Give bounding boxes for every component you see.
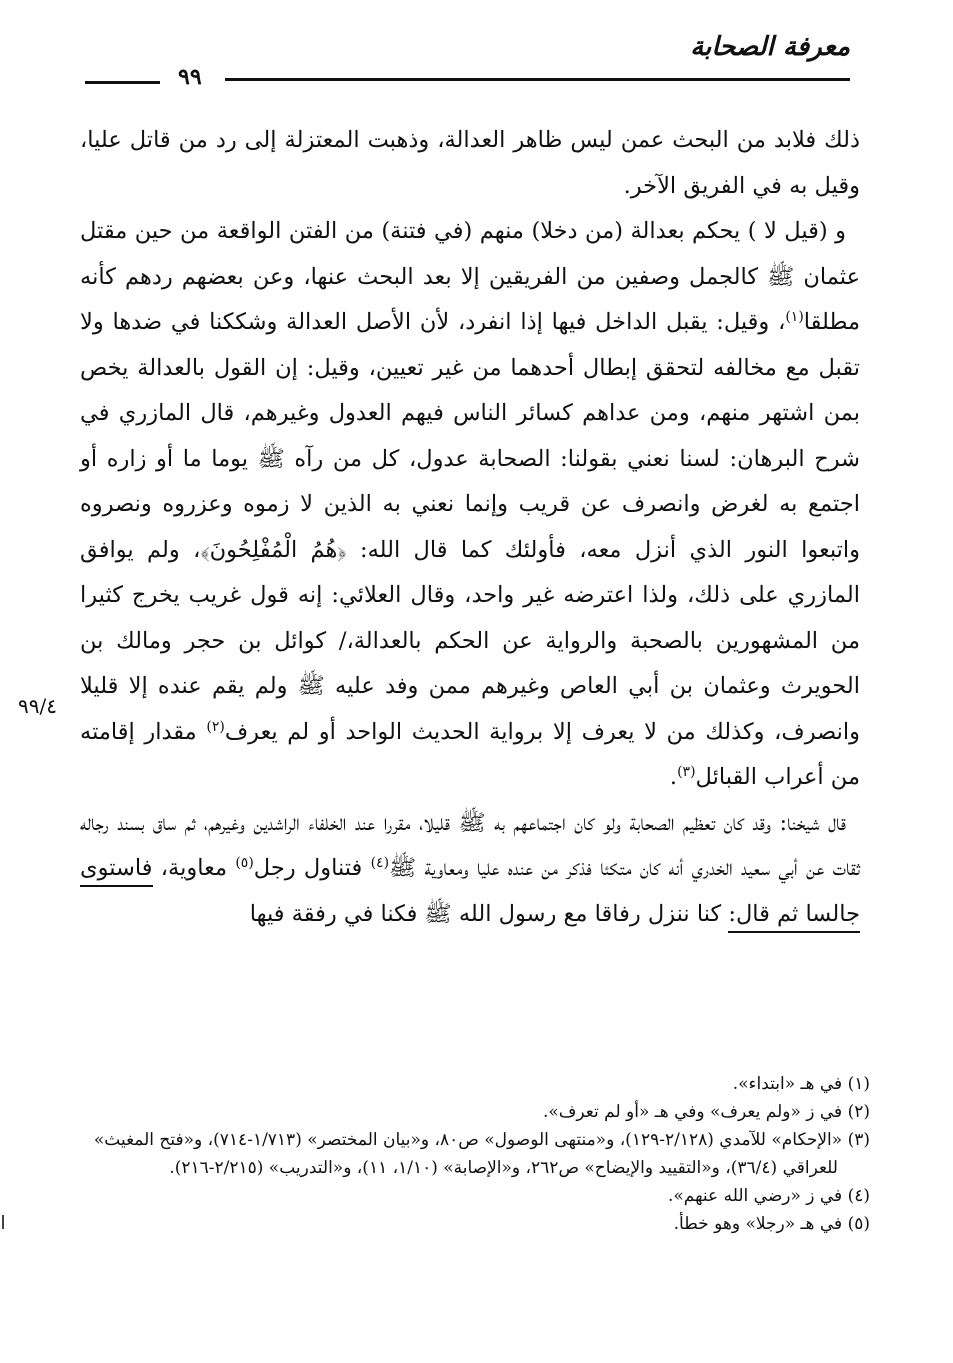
paragraph-3-text-d: كنا ننزل رفاقا مع رسول الله ﷺ فكنا في رفقة فيها [249,900,729,927]
page-header [80,30,850,90]
paragraph-3-text-b: فتناول رجل [253,855,371,881]
paragraph-2-text-d: . [669,764,678,790]
paragraph-3-text-a: قال شيخنا: وقد كان تعظيم الصحابة ولو كان اجتماعهم به ﷺ قليلا، مقررا عند الخلفاء الراشدين وغيرهم، ثم ساق بسند رجاله ثقات عن أبي سعيد الخدري أنه كان متكئا فذكر من عنده عليا ومعاوية ﷺ [80,809,860,881]
paragraph-3 [80,801,860,938]
page-number: ٩٩ [178,64,202,90]
footnote-marker-5: (٥) [235,855,254,871]
footnote-4: (٤) في ز «رضي الله عنهم». [667,1186,870,1206]
running-title: معرفة الصحابة [690,32,850,62]
footnote-1: (١) في هـ «ابتداء». [732,1074,870,1094]
paragraph-1 [80,118,860,209]
underlined-phrase: فاستوى جالسا ثم قال: [80,855,860,933]
paragraph-2 [80,209,860,801]
paragraph-1-text: ذلك فلابد من البحث عمن ليس ظاهر العدالة، وذهبت المعتزلة إلى رد من قاتل عليا، وقيل به في الفريق الآخر. [80,127,860,199]
paragraph-2-text-c: مقدار إقامته من أعراب القبائل [80,718,860,790]
header-rule-right [225,78,850,81]
footnotes [80,1070,870,1238]
footnote-3: (٣) «الإحكام» للآمدي (٢/١٢٨-١٢٩)، و«منتهى الوصول» ص٨٠، و«بيان المختصر» (١/٧١٣-٧١٤)، و«فتح المغيث» للعراقي (٣٦/٤)، و«التقييد والإيضاح» ص٢٦٢، و«الإصابة» (١/١٠، ١١)، و«التدريب» (٢/٢١٥-٢١٦). [93,1130,870,1178]
margin-reference: ٩٩/٤ [18,694,57,718]
footnote-marker-3: (٣) [677,764,696,780]
scan-mark [2,1215,4,1229]
header-rule-left [85,81,160,84]
paragraph-2-text-b: ، وقيل: يقبل الداخل فيها إذا انفرد، لأن الأصل العدالة وشككنا في ضدها ولا تقبل مع مخالفه لتحقق إبطال أحدهما من غير تعيين، وقيل: إن القول بالعدالة يخص بمن اشتهر منهم، ومن عداهم كسائر الناس فيهم العدول وغيرهم، قال المازري في شرح البرهان: لسنا نعني بقولنا: الصحابة عدول، كل من رآه ﷺ يوما ما أو زاره أو اجتمع به لغرض وانصرف عن قريب وإنما نعني به الذين لا زموه وعزروه ونصروه واتبعوا النور الذي أنزل معه، فأولئك كما قال الله: ﴿هُمُ الْمُفْلِحُونَ﴾، ولم يوافق المازري على ذلك، ولذا اعترضه غير واحد، وقال العلائي: إنه قول غريب يخرج كثيرا من المشهورين بالصحبة والرواية عن الحكم بالعدالة،/ كوائل بن حجر ومالك بن الحويرث وعثمان بن أبي العاص وغيرهم ممن وفد عليه ﷺ ولم يقم عنده إلا قليلا وانصرف، وكذلك من لا يعرف إلا برواية الحديث الواحد أو لم يعرف [80,309,861,745]
main-text [80,118,860,937]
footnote-marker-4: (٤) [370,855,390,871]
footnote-2: (٢) في ز «ولم يعرف» وفي هـ «أو لم تعرف». [542,1102,870,1122]
footnote-marker-1: (١) [785,309,804,325]
footnote-5: (٥) في هـ «رجلا» وهو خطأ. [673,1214,870,1234]
footnote-marker-2: (٢) [206,718,225,735]
paragraph-3-text-c: معاوية، [160,855,236,881]
paragraph-2-text-a: و (قيل لا ) يحكم بعدالة (من دخلا) منهم (في فتنة) من الفتن الواقعة من حين مقتل عثمان ﷺ كالجمل وصفين من الفريقين إلا بعد البحث عنها، وعن بعضهم ردهم كأنه مطلقا [80,218,860,335]
